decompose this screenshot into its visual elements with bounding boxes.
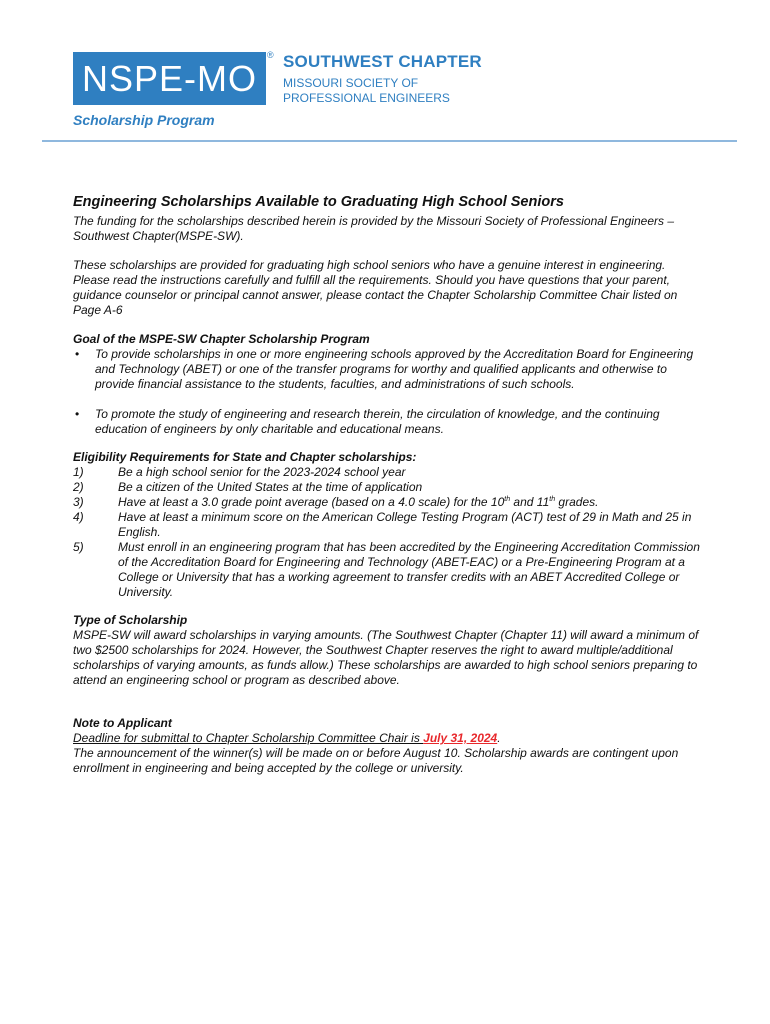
intro-paragraph-1: The funding for the scholarships described herein is provided by the Missouri Society of Professional Engineers – Southwest Chapter(MSPE-SW). [73,214,674,243]
item-number: 2) [73,480,84,494]
chapter-title: SOUTHWEST CHAPTER [283,52,482,71]
item-text: Have at least a 3.0 grade point average (based on a 4.0 scale) for the 10 [118,495,505,509]
item-text: Must enroll in an engineering program that has been accredited by the Engineering Accreditation Commission of the Accreditation Board for Engineering and Technology (ABET-EAC) or a Pre-Engineering Program at a College or University that has a working agreement to transfer credits with an ABET Accredited College or University. [118,540,700,599]
logo-text: NSPE-MO [81,57,257,99]
eligibility-heading: Eligibility Requirements for State and Chapter scholarships: [73,450,417,464]
item-text: Be a citizen of the United States at the time of application [118,480,423,494]
goal-item-text: To promote the study of engineering and research therein, the circulation of knowledge, and the continuing education of engineers by only charitable and educational means. [95,407,660,436]
goal-item-text: To provide scholarships in one or more engineering schools approved by the Accreditation Board for Engineering and Technology (ABET) or one of the transfer programs for worthy and qualified applicants and otherwise to provide financial assistance to the students, faculties, and administrations of such schools. [95,347,694,391]
list-item [73,495,701,510]
bullet-icon: • [75,407,80,421]
list-item [73,407,701,437]
note-heading: Note to Applicant [73,716,172,730]
deadline-suffix: . [497,731,501,745]
item-number: 5) [73,540,84,554]
program-label: Scholarship Program [73,112,215,128]
registered-mark: ® [267,50,274,60]
nspe-mo-logo [73,52,266,105]
page-title: Engineering Scholarships Available to Graduating High School Seniors [73,194,564,210]
list-item [73,465,701,480]
list-item [73,347,701,392]
header-divider [42,140,737,142]
item-number: 1) [73,465,84,479]
superscript: th [504,496,511,503]
item-number: 3) [73,495,84,509]
deadline-date: July 31, 2024 [423,731,498,745]
deadline-prefix: Deadline for submittal to Chapter Scholarship Committee Chair is [73,731,424,745]
society-line-1: MISSOURI SOCIETY OF [283,76,419,90]
goal-list [73,347,701,437]
deadline-line [73,731,701,746]
document-body [73,193,701,776]
item-number: 4) [73,510,84,524]
bullet-icon: • [75,347,80,361]
list-item [73,510,701,540]
item-text: Have at least a minimum score on the American College Testing Program (ACT) test of 29 in Math and 25 in English. [118,510,692,539]
item-text: and 11 [510,495,550,509]
society-name [283,76,450,106]
society-line-2: PROFESSIONAL ENGINEERS [283,91,450,105]
goal-heading: Goal of the MSPE-SW Chapter Scholarship Program [73,332,370,346]
list-item [73,480,701,495]
list-item [73,540,701,600]
type-body: MSPE-SW will award scholarships in varying amounts. (The Southwest Chapter (Chapter 11) will award a minimum of two $2500 scholarships for 2024. However, the Southwest Chapter reserves the right to award multiple/additional scholarships of varying amounts, as funds allow.) These scholarships are awarded to high school seniors preparing to attend an engineering school or program as described above. [73,628,699,687]
intro-paragraph-2: These scholarships are provided for graduating high school seniors who have a genuine interest in engineering. Please read the instructions carefully and fulfill all the requirements. Should you have questions that your parent, guidance counselor or principal cannot answer, please contact the Chapter Scholarship Committee Chair listed on Page A-6 [73,258,678,317]
type-heading: Type of Scholarship [73,613,188,627]
superscript: th [549,496,556,503]
item-text: Be a high school senior for the 2023-2024 school year [118,465,406,479]
eligibility-list [73,465,701,600]
item-text: grades. [555,495,599,509]
announcement-text: The announcement of the winner(s) will be made on or before August 10. Scholarship awards are contingent upon enrollment in engineering and being accepted by the college or university. [73,746,679,775]
